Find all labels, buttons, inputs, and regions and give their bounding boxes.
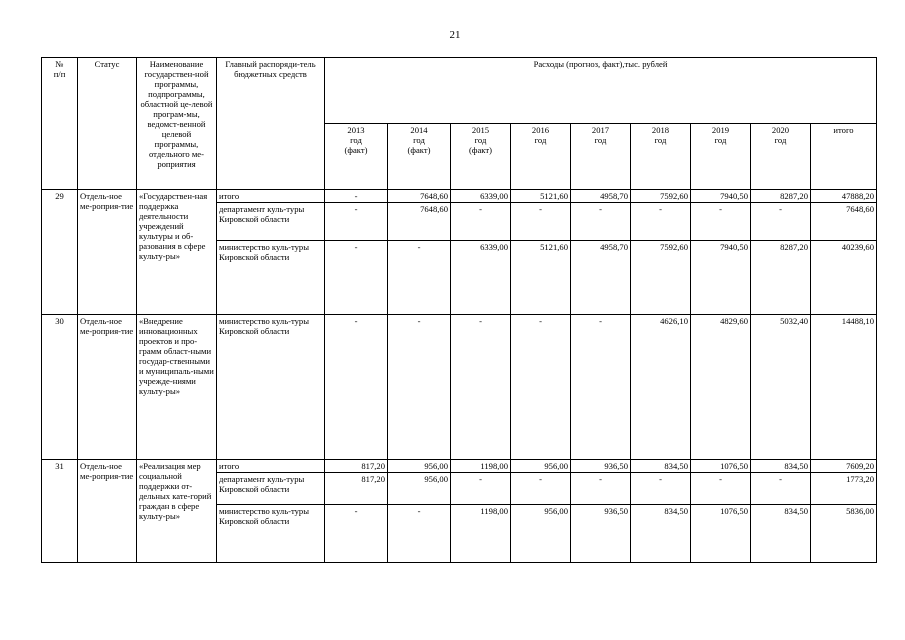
header-year-line: год xyxy=(474,135,487,145)
expense-value: 834,50 xyxy=(751,505,811,563)
expense-value: 8287,20 xyxy=(751,241,811,315)
expense-value: 956,00 xyxy=(388,460,451,473)
table-row xyxy=(42,315,877,460)
header-year-7 xyxy=(751,124,811,190)
row-name: «Государствен-ная поддержка деятельности учреждений культуры и об-разования в сфере культу-ры» xyxy=(137,190,217,315)
expense-value: 4958,70 xyxy=(571,241,631,315)
row-name: «Реализация мер социальной поддержки от-дельных кате-горий граждан в сфере культу-ры» xyxy=(137,460,217,563)
row-number: 29 xyxy=(42,190,78,315)
header-year-line: год xyxy=(413,135,425,145)
expense-value: - xyxy=(325,315,388,460)
header-expenses: Расходы (прогноз, факт),тыс. рублей xyxy=(325,58,877,124)
expense-value: 936,50 xyxy=(571,505,631,563)
expense-value: 956,00 xyxy=(388,473,451,505)
expense-value: 834,50 xyxy=(631,505,691,563)
header-year-line: (факт) xyxy=(407,145,431,155)
header-year-line: 2014 xyxy=(410,125,428,135)
header-year-line: год xyxy=(714,135,727,145)
header-year-0 xyxy=(325,124,388,190)
expense-value: - xyxy=(325,203,388,241)
header-row xyxy=(42,58,877,124)
budget-table xyxy=(41,57,877,563)
header-status: Статус xyxy=(78,58,137,190)
table-row xyxy=(42,460,877,473)
expense-value: 4626,10 xyxy=(631,315,691,460)
header-year-line: 2016 xyxy=(531,125,550,135)
header-year-line: год xyxy=(350,135,362,145)
row-administrator: департамент куль-туры Кировской области xyxy=(217,473,325,505)
row-status: Отдель-ное ме-роприя-тие xyxy=(78,460,137,563)
expense-value: 1076,50 xyxy=(691,505,751,563)
expense-value: 7940,50 xyxy=(691,241,751,315)
header-year-4 xyxy=(571,124,631,190)
expense-value: - xyxy=(691,473,751,505)
row-status: Отдель-ное ме-роприя-тие xyxy=(78,190,137,315)
expense-value: 7648,60 xyxy=(388,203,451,241)
expense-value: 936,50 xyxy=(571,460,631,473)
expense-value: 7592,60 xyxy=(631,241,691,315)
expense-value: 956,00 xyxy=(511,460,571,473)
expense-value: - xyxy=(631,203,691,241)
page-number: 21 xyxy=(449,29,461,41)
row-administrator: министерство куль-туры Кировской области xyxy=(217,315,325,460)
header-administrator: Главный распоряди-тель бюджетных средств xyxy=(217,58,325,190)
expense-value: 834,50 xyxy=(751,460,811,473)
header-year-line: (факт) xyxy=(469,145,492,155)
expense-value: 4829,60 xyxy=(691,315,751,460)
expense-value: 834,50 xyxy=(631,460,691,473)
expense-value: 7648,60 xyxy=(388,190,451,203)
expense-value: 7940,50 xyxy=(691,190,751,203)
expense-value: - xyxy=(751,203,811,241)
expense-value: 1198,00 xyxy=(451,505,511,563)
header-year-1 xyxy=(388,124,451,190)
expense-value: - xyxy=(691,203,751,241)
expense-value: 5121,60 xyxy=(511,241,571,315)
header-year-line: 2013 xyxy=(347,125,365,135)
header-number: № п/п xyxy=(42,58,78,190)
expense-value: 7648,60 xyxy=(811,203,877,241)
expense-value: 6339,00 xyxy=(451,241,511,315)
row-administrator: министерство куль-туры Кировской области xyxy=(217,505,325,563)
table-body xyxy=(42,58,877,563)
expense-value: - xyxy=(571,315,631,460)
header-year-line: итого xyxy=(833,125,854,135)
row-number: 31 xyxy=(42,460,78,563)
expense-value: 8287,20 xyxy=(751,190,811,203)
expense-value: 1198,00 xyxy=(451,460,511,473)
expense-value: 956,00 xyxy=(511,505,571,563)
expense-value: - xyxy=(631,473,691,505)
row-number: 30 xyxy=(42,315,78,460)
header-year-5 xyxy=(631,124,691,190)
row-administrator: департамент куль-туры Кировской области xyxy=(217,203,325,241)
header-year-8 xyxy=(811,124,877,190)
row-administrator: министерство куль-туры Кировской области xyxy=(217,241,325,315)
expense-value: - xyxy=(571,473,631,505)
expense-value: - xyxy=(571,203,631,241)
expense-value: - xyxy=(325,190,388,203)
expense-value: 5032,40 xyxy=(751,315,811,460)
expense-value: 5836,00 xyxy=(811,505,877,563)
header-name: Наименование государствен-ной программы, подпрограммы, областной це-левой програм-мы, ведомст-венной целевой программы, отдельного ме-роприятия xyxy=(137,58,217,190)
header-year-line: год xyxy=(654,135,667,145)
expense-value: 817,20 xyxy=(325,460,388,473)
header-year-line: 2019 xyxy=(711,125,730,135)
header-year-line: 2018 xyxy=(651,125,670,135)
expense-value: - xyxy=(451,203,511,241)
header-year-line: (факт) xyxy=(344,145,368,155)
header-year-line: год xyxy=(774,135,787,145)
header-year-line: 2020 xyxy=(771,125,790,135)
expense-value: - xyxy=(388,505,451,563)
expense-value: 14488,10 xyxy=(811,315,877,460)
header-year-2 xyxy=(451,124,511,190)
expense-value: - xyxy=(325,505,388,563)
header-year-line: 2017 xyxy=(591,125,610,135)
expense-value: - xyxy=(511,315,571,460)
row-name: «Внедрение инновационных проектов и про-грамм област-ными государ-ственными и муниципаль-ными учрежде-ниями культу-ры» xyxy=(137,315,217,460)
expense-value: - xyxy=(388,315,451,460)
expense-value: 7609,20 xyxy=(811,460,877,473)
expense-value: - xyxy=(451,473,511,505)
expense-value: - xyxy=(511,203,571,241)
expense-value: 7592,60 xyxy=(631,190,691,203)
expense-value: 47888,20 xyxy=(811,190,877,203)
expense-value: 40239,60 xyxy=(811,241,877,315)
expense-value: 1076,50 xyxy=(691,460,751,473)
header-year-3 xyxy=(511,124,571,190)
row-administrator: итого xyxy=(217,460,325,473)
expense-value: - xyxy=(325,241,388,315)
expense-value: 5121,60 xyxy=(511,190,571,203)
row-status: Отдель-ное ме-роприя-тие xyxy=(78,315,137,460)
expense-value: - xyxy=(511,473,571,505)
expense-value: 4958,70 xyxy=(571,190,631,203)
header-year-6 xyxy=(691,124,751,190)
header-year-line: 2015 xyxy=(471,125,490,135)
expense-value: 6339,00 xyxy=(451,190,511,203)
expense-value: - xyxy=(451,315,511,460)
header-year-line: год xyxy=(534,135,547,145)
expense-value: - xyxy=(751,473,811,505)
expense-value: - xyxy=(388,241,451,315)
row-administrator: итого xyxy=(217,190,325,203)
header-year-line: год xyxy=(594,135,607,145)
table-row xyxy=(42,190,877,203)
expense-value: 1773,20 xyxy=(811,473,877,505)
expense-value: 817,20 xyxy=(325,473,388,505)
